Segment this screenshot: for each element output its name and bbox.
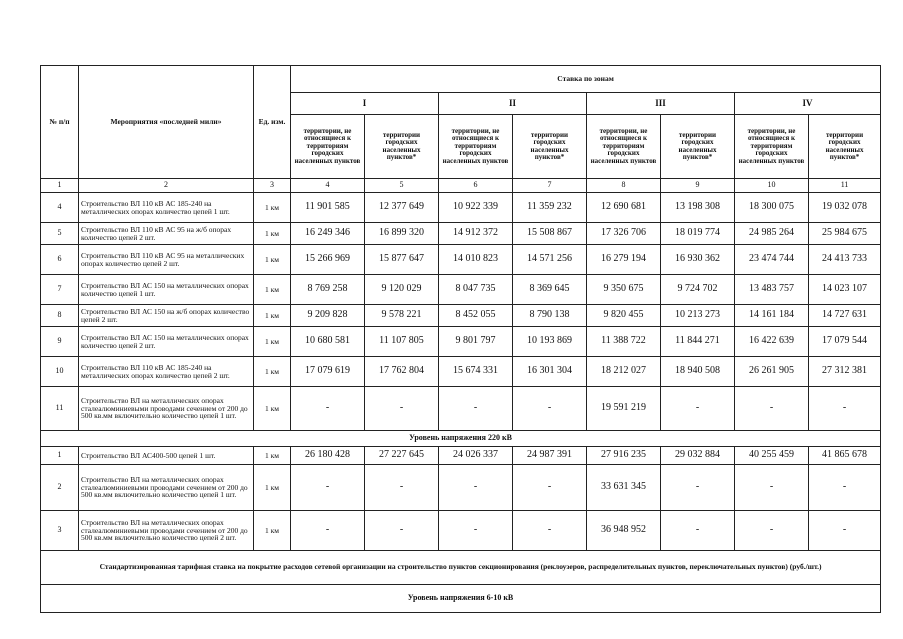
row-description: Строительство ВЛ 110 кВ АС 185-240 на металлических опорах количество цепей 2 шт. xyxy=(79,357,254,387)
zone-header-1: I xyxy=(291,93,439,115)
column-number: 4 xyxy=(291,179,365,193)
table-row xyxy=(41,223,881,245)
column-numbers-row xyxy=(41,179,881,193)
rate-cell: 8 047 735 xyxy=(439,275,513,305)
rate-cell: 16 249 346 xyxy=(291,223,365,245)
rate-cell: 8 369 645 xyxy=(513,275,587,305)
rate-cell: 19 032 078 xyxy=(809,193,881,223)
rate-cell: 8 790 138 xyxy=(513,305,587,327)
zone-header-3: III xyxy=(587,93,735,115)
rows-220kv xyxy=(41,447,881,551)
table-row xyxy=(41,447,881,465)
row-unit: 1 км xyxy=(254,223,291,245)
row-description: Строительство ВЛ 110 кВ АС 95 на металлических опорах количество цепей 2 шт. xyxy=(79,245,254,275)
note-row xyxy=(41,551,881,585)
row-description: Строительство ВЛ АС 150 на металлических опорах количество цепей 1 шт. xyxy=(79,275,254,305)
rate-cell: 16 279 194 xyxy=(587,245,661,275)
section-row-6-10kv xyxy=(41,585,881,613)
column-number: 2 xyxy=(79,179,254,193)
rate-cell: - xyxy=(809,465,881,511)
row-description: Строительство ВЛ на металлических опорах сталеалюминиевыми проводами сечением от 200 до 500 кв.мм включительно количество цепей 1 шт. xyxy=(79,387,254,431)
row-unit: 1 км xyxy=(254,245,291,275)
column-number: 7 xyxy=(513,179,587,193)
rate-cell: 18 212 027 xyxy=(587,357,661,387)
row-number: 3 xyxy=(41,511,79,551)
column-number: 8 xyxy=(587,179,661,193)
zone-header-2: II xyxy=(439,93,587,115)
rate-cell: - xyxy=(291,465,365,511)
rate-cell: 41 865 678 xyxy=(809,447,881,465)
rate-cell: 27 312 381 xyxy=(809,357,881,387)
table-row xyxy=(41,387,881,431)
rate-cell: 19 591 219 xyxy=(587,387,661,431)
rate-cell: 36 948 952 xyxy=(587,511,661,551)
col-unit-header: Ед. изм. xyxy=(254,66,291,179)
rows-110kv xyxy=(41,193,881,431)
row-number: 7 xyxy=(41,275,79,305)
column-number: 1 xyxy=(41,179,79,193)
rate-cell: - xyxy=(661,465,735,511)
rate-cell: 11 107 805 xyxy=(365,327,439,357)
rate-cell: 13 483 757 xyxy=(735,275,809,305)
rate-cell: 10 213 273 xyxy=(661,305,735,327)
column-number: 5 xyxy=(365,179,439,193)
rate-cell: - xyxy=(735,387,809,431)
row-unit: 1 км xyxy=(254,305,291,327)
row-unit: 1 км xyxy=(254,447,291,465)
rate-cell: - xyxy=(661,387,735,431)
rate-cell: 25 984 675 xyxy=(809,223,881,245)
rate-cell: 33 631 345 xyxy=(587,465,661,511)
table-row xyxy=(41,193,881,223)
rate-cell: - xyxy=(291,511,365,551)
zone-header-4: IV xyxy=(735,93,881,115)
row-unit: 1 км xyxy=(254,387,291,431)
rate-cell: 23 474 744 xyxy=(735,245,809,275)
rate-cell: - xyxy=(513,387,587,431)
column-number: 9 xyxy=(661,179,735,193)
subheader-urban: территории городских населенных пунктов* xyxy=(809,115,881,179)
rate-cell: 26 180 428 xyxy=(291,447,365,465)
rate-cell: - xyxy=(439,465,513,511)
rate-cell: 27 916 235 xyxy=(587,447,661,465)
table-header xyxy=(41,66,881,179)
rate-cell: 14 161 184 xyxy=(735,305,809,327)
rate-cell: 27 227 645 xyxy=(365,447,439,465)
rate-cell: - xyxy=(809,511,881,551)
rate-cell: 15 877 647 xyxy=(365,245,439,275)
rate-cell: 24 985 264 xyxy=(735,223,809,245)
rate-cell: - xyxy=(809,387,881,431)
column-number: 6 xyxy=(439,179,513,193)
rate-cell: 9 350 675 xyxy=(587,275,661,305)
rate-cell: 24 987 391 xyxy=(513,447,587,465)
row-description: Строительство ВЛ на металлических опорах сталеалюминиевыми проводами сечением от 200 до 500 кв.мм включительно количество цепей 1 шт. xyxy=(79,465,254,511)
column-number: 3 xyxy=(254,179,291,193)
row-unit: 1 км xyxy=(254,193,291,223)
rate-cell: 17 079 544 xyxy=(809,327,881,357)
row-unit: 1 км xyxy=(254,275,291,305)
table-row xyxy=(41,357,881,387)
row-number: 9 xyxy=(41,327,79,357)
subheader-non-urban: территории, не относящиеся к территориям городских населенных пунктов xyxy=(587,115,661,179)
rate-cell: 11 359 232 xyxy=(513,193,587,223)
subheader-non-urban: территории, не относящиеся к территориям городских населенных пунктов xyxy=(439,115,513,179)
rate-cell: 9 120 029 xyxy=(365,275,439,305)
table-body xyxy=(41,179,881,193)
rate-cell: 9 209 828 xyxy=(291,305,365,327)
rate-cell: 9 724 702 xyxy=(661,275,735,305)
subheader-non-urban: территории, не относящиеся к территориям городских населенных пунктов xyxy=(291,115,365,179)
rate-cell: 14 023 107 xyxy=(809,275,881,305)
row-description: Строительство ВЛ 110 кВ АС 95 на ж/б опорах количество цепей 2 шт. xyxy=(79,223,254,245)
row-unit: 1 км xyxy=(254,357,291,387)
rate-cell: 12 377 649 xyxy=(365,193,439,223)
rate-cell: 18 019 774 xyxy=(661,223,735,245)
rate-cell: 10 680 581 xyxy=(291,327,365,357)
rate-cell: - xyxy=(365,465,439,511)
row-number: 1 xyxy=(41,447,79,465)
rate-cell: - xyxy=(735,465,809,511)
column-number: 10 xyxy=(735,179,809,193)
rate-cell: - xyxy=(513,511,587,551)
subheader-non-urban: территории, не относящиеся к территориям городских населенных пунктов xyxy=(735,115,809,179)
rate-cell: 15 674 331 xyxy=(439,357,513,387)
table-row xyxy=(41,511,881,551)
rate-cell: 11 388 722 xyxy=(587,327,661,357)
table-row xyxy=(41,245,881,275)
subheader-urban: территории городских населенных пунктов* xyxy=(661,115,735,179)
rate-cell: 11 901 585 xyxy=(291,193,365,223)
row-description: Строительство ВЛ АС400-500 цепей 1 шт. xyxy=(79,447,254,465)
rate-cell: - xyxy=(291,387,365,431)
rate-cell: 11 844 271 xyxy=(661,327,735,357)
rate-cell: 14 727 631 xyxy=(809,305,881,327)
row-number: 8 xyxy=(41,305,79,327)
rate-cell: 24 026 337 xyxy=(439,447,513,465)
rate-cell: 9 801 797 xyxy=(439,327,513,357)
rate-cell: 40 255 459 xyxy=(735,447,809,465)
tariff-note: Стандартизированная тарифная ставка на покрытие расходов сетевой организации на строительство пунктов секционирования (реклоузеров, распределительных пунктов, переключательных пунктов) (руб./шт.) xyxy=(41,551,881,585)
rate-cell: 9 820 455 xyxy=(587,305,661,327)
row-number: 2 xyxy=(41,465,79,511)
rate-cell: 18 940 508 xyxy=(661,357,735,387)
rate-cell: 14 571 256 xyxy=(513,245,587,275)
table-row xyxy=(41,275,881,305)
rate-cell: - xyxy=(365,511,439,551)
rate-cell: 9 578 221 xyxy=(365,305,439,327)
rate-cell: - xyxy=(513,465,587,511)
rate-cell: 24 413 733 xyxy=(809,245,881,275)
rate-cell: 29 032 884 xyxy=(661,447,735,465)
row-unit: 1 км xyxy=(254,465,291,511)
rate-cell: 17 326 706 xyxy=(587,223,661,245)
subheader-urban: территории городских населенных пунктов* xyxy=(513,115,587,179)
table-row xyxy=(41,465,881,511)
zone-rate-header: Ставка по зонам xyxy=(291,66,881,93)
rate-cell: 14 010 823 xyxy=(439,245,513,275)
row-number: 6 xyxy=(41,245,79,275)
section-title-6-10kv: Уровень напряжения 6-10 кВ xyxy=(41,585,881,613)
row-description: Строительство ВЛ 110 кВ АС 185-240 на металлических опорах количество цепей 1 шт. xyxy=(79,193,254,223)
rate-cell: 17 079 619 xyxy=(291,357,365,387)
rate-cell: - xyxy=(735,511,809,551)
rate-cell: 15 266 969 xyxy=(291,245,365,275)
rate-cell: 10 193 869 xyxy=(513,327,587,357)
row-number: 10 xyxy=(41,357,79,387)
rate-cell: 16 422 639 xyxy=(735,327,809,357)
col-event-header: Мероприятия «последней мили» xyxy=(79,66,254,179)
row-number: 11 xyxy=(41,387,79,431)
subheader-urban: территории городских населенных пунктов* xyxy=(365,115,439,179)
rate-cell: 8 769 258 xyxy=(291,275,365,305)
column-number: 11 xyxy=(809,179,881,193)
row-unit: 1 км xyxy=(254,511,291,551)
rate-cell: 16 930 362 xyxy=(661,245,735,275)
rate-cell: - xyxy=(661,511,735,551)
section-220-body xyxy=(41,431,881,447)
row-description: Строительство ВЛ на металлических опорах сталеалюминиевыми проводами сечением от 200 до 500 кв.мм включительно количество цепей 2 шт. xyxy=(79,511,254,551)
rate-cell: 16 301 304 xyxy=(513,357,587,387)
rate-cell: 14 912 372 xyxy=(439,223,513,245)
rate-cell: 12 690 681 xyxy=(587,193,661,223)
row-number: 4 xyxy=(41,193,79,223)
row-description: Строительство ВЛ АС 150 на ж/б опорах количество цепей 2 шт. xyxy=(79,305,254,327)
footer-body xyxy=(41,551,881,613)
rate-cell: 13 198 308 xyxy=(661,193,735,223)
col-number-header: № п/п xyxy=(41,66,79,179)
rate-cell: 8 452 055 xyxy=(439,305,513,327)
tariff-table xyxy=(40,65,881,613)
rate-cell: 15 508 867 xyxy=(513,223,587,245)
section-row-220kv xyxy=(41,431,881,447)
rate-cell: 16 899 320 xyxy=(365,223,439,245)
rate-cell: 18 300 075 xyxy=(735,193,809,223)
row-unit: 1 км xyxy=(254,327,291,357)
row-description: Строительство ВЛ АС 150 на металлических опорах количество цепей 2 шт. xyxy=(79,327,254,357)
rate-cell: 10 922 339 xyxy=(439,193,513,223)
row-number: 5 xyxy=(41,223,79,245)
rate-cell: - xyxy=(365,387,439,431)
table-row xyxy=(41,327,881,357)
rate-cell: - xyxy=(439,511,513,551)
section-title-220kv: Уровень напряжения 220 кВ xyxy=(41,431,881,447)
rate-cell: - xyxy=(439,387,513,431)
rate-cell: 26 261 905 xyxy=(735,357,809,387)
rate-cell: 17 762 804 xyxy=(365,357,439,387)
table-row xyxy=(41,305,881,327)
